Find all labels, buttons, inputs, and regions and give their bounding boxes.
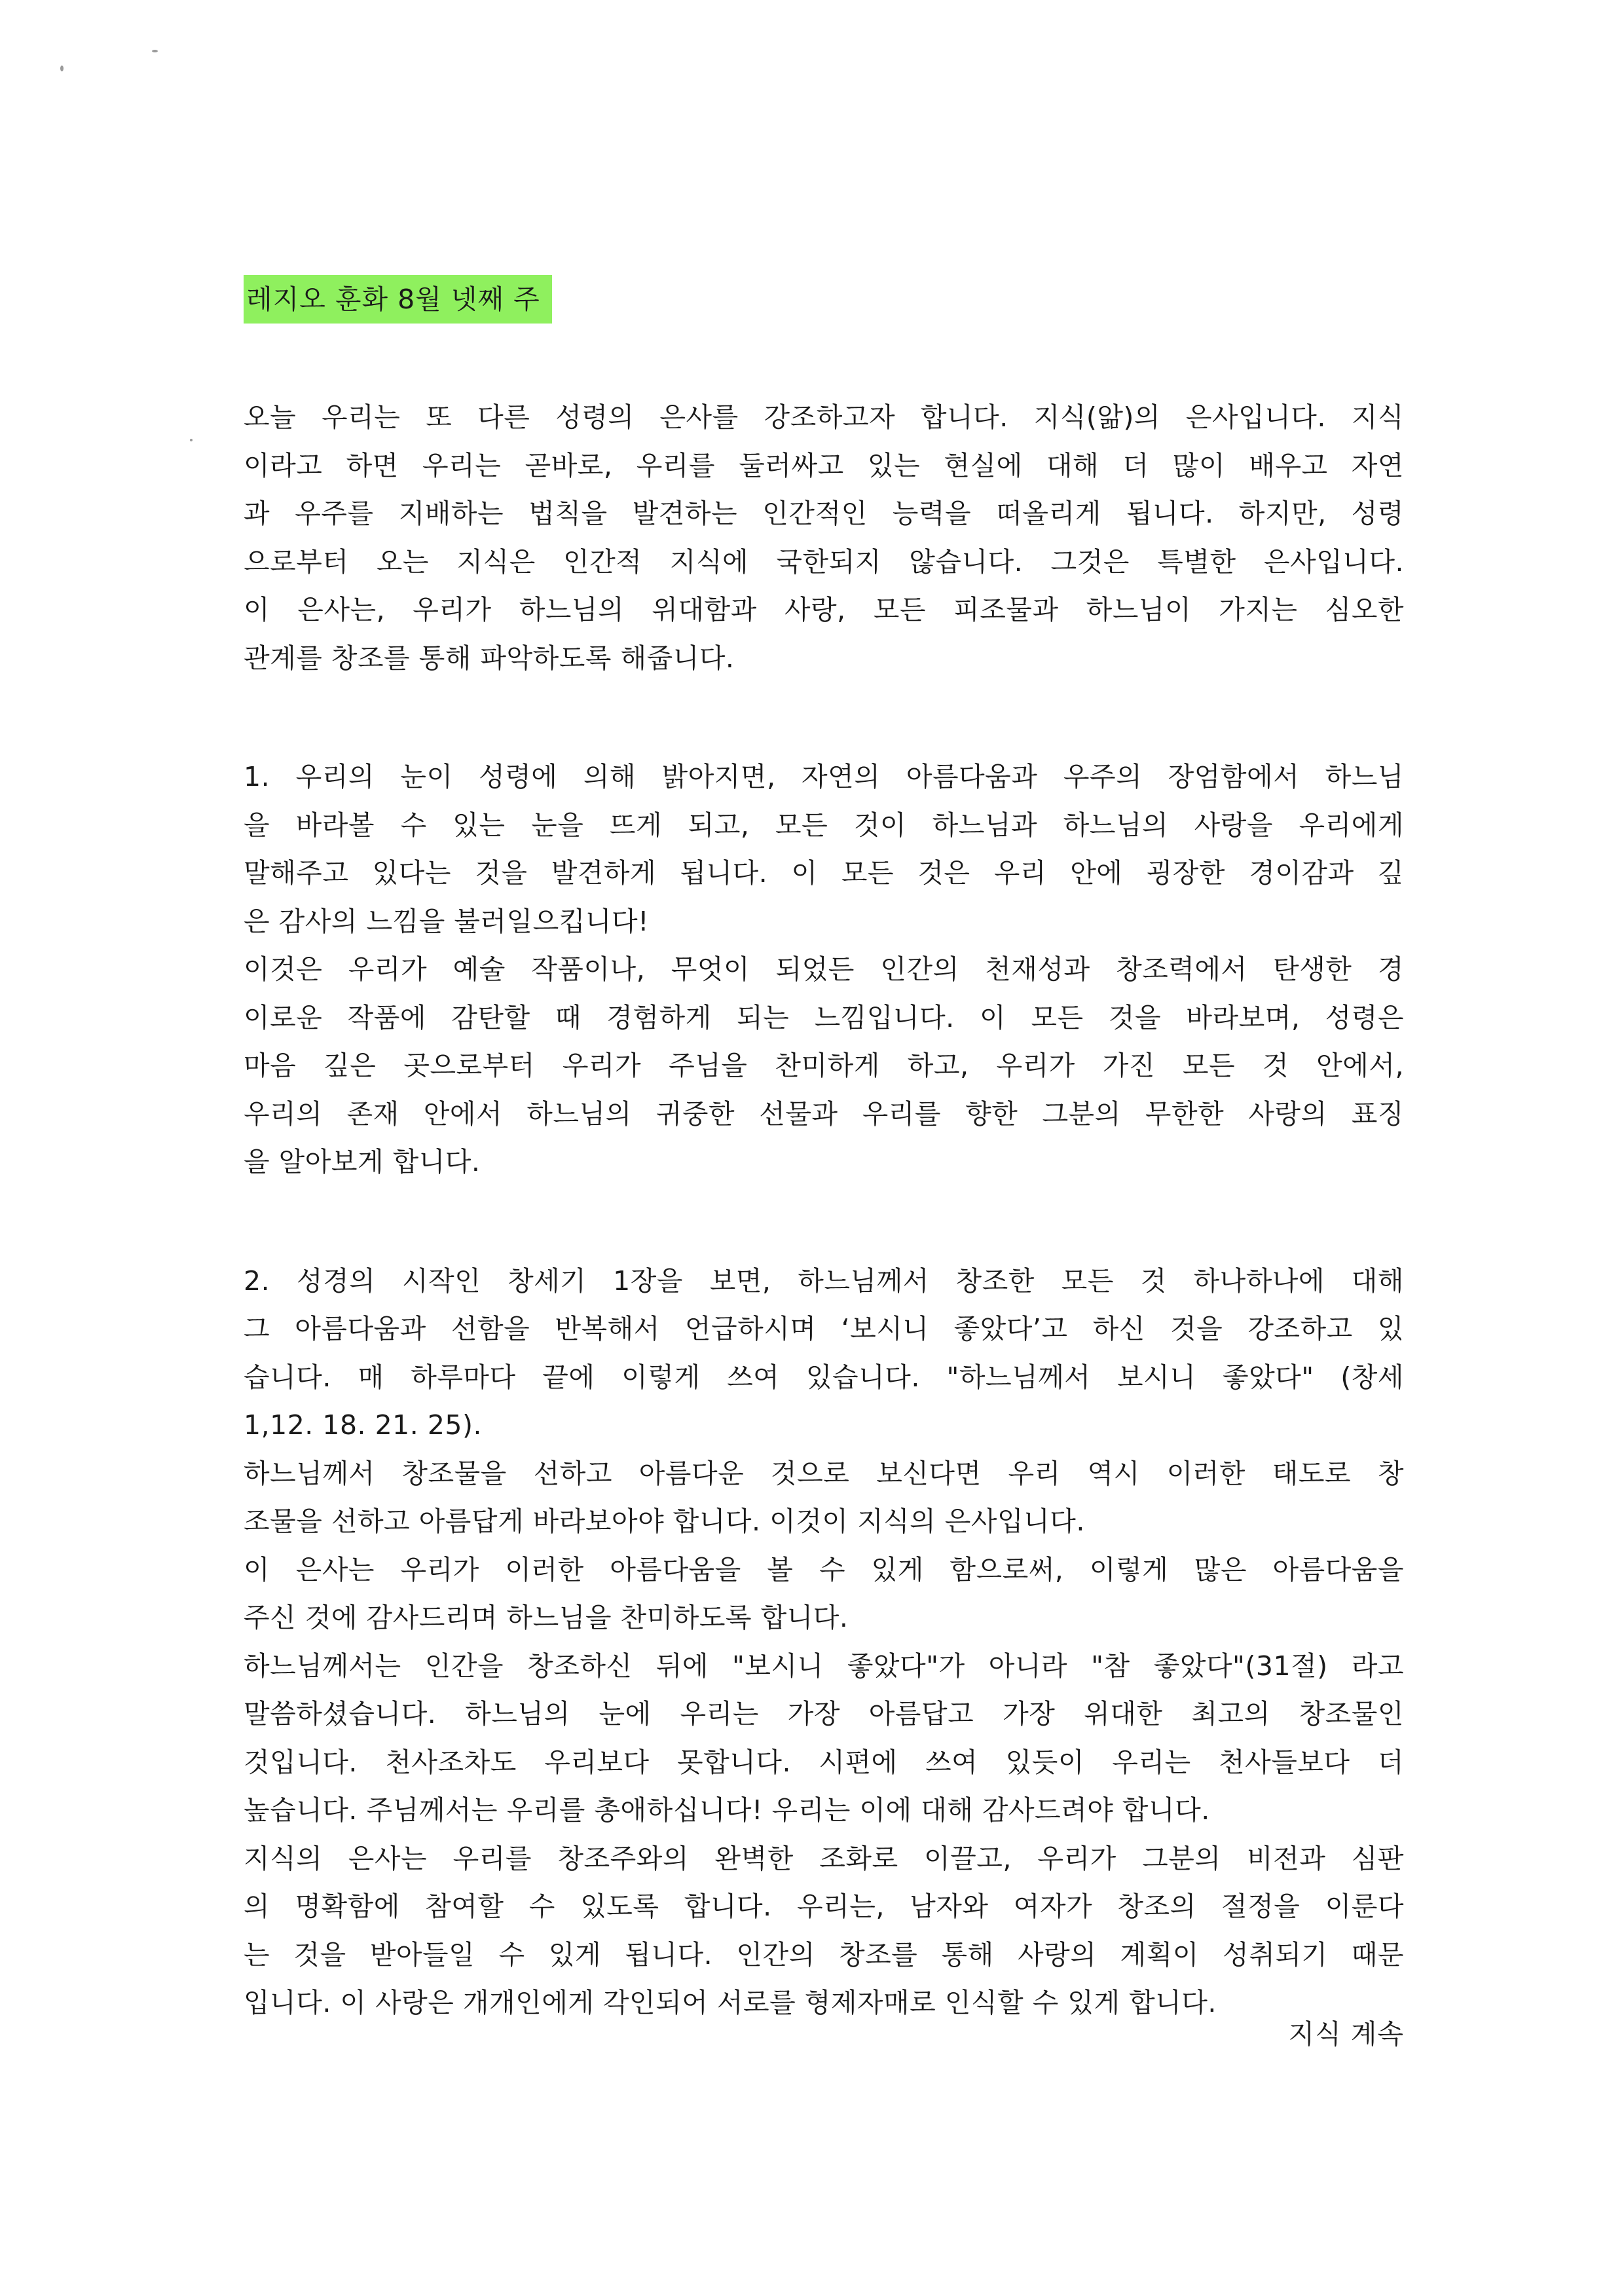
text-line: 습니다. 매 하루마다 끝에 이렇게 쓰여 있습니다. "하느님께서 보시니 좋았다" (창세	[244, 1361, 1404, 1393]
text-line: 입니다. 이 사랑은 개개인에게 각인되어 서로를 형제자매로 인식할 수 있게 합니다.	[244, 1987, 1217, 2018]
text-line: 는 것을 받아들일 수 있게 됩니다. 인간의 창조를 통해 사랑의 계획이 성취되기 때문	[244, 1938, 1404, 1971]
paragraph-point-2	[244, 1257, 1404, 2028]
text-line: 2. 성경의 시작인 창세기 1장을 보면, 하느님께서 창조한 모든 것 하나하나에 대해	[244, 1265, 1404, 1297]
text-line: 이 은사는, 우리가 하느님의 위대함과 사랑, 모든 피조물과 하느님이 가지는 심오한	[244, 594, 1404, 625]
text-line: 말씀하셨습니다. 하느님의 눈에 우리는 가장 아름답고 가장 위대한 최고의 창조물인	[244, 1698, 1404, 1730]
text-line: 높습니다. 주님께서는 우리를 총애하십니다! 우리는 이에 대해 감사드려야 합니다.	[244, 1794, 1210, 1826]
text-line: 으로부터 오는 지식은 인간적 지식에 국한되지 않습니다. 그것은 특별한 은사입니다.	[244, 546, 1404, 578]
text-line: 오늘 우리는 또 다른 성령의 은사를 강조하고자 합니다. 지식(앎)의 은사입니다. 지식	[244, 401, 1404, 433]
page-title: 레지오 훈화 8월 넷째 주	[244, 275, 552, 324]
text-line: 그 아름다움과 선함을 반복해서 언급하시며 ‘보시니 좋았다’고 하신 것을 강조하고 있	[244, 1313, 1404, 1344]
text-line: 이 은사는 우리가 이러한 아름다움을 볼 수 있게 함으로써, 이렇게 많은 아름다움을	[244, 1553, 1404, 1585]
text-line: 말해주고 있다는 것을 발견하게 됩니다. 이 모든 것은 우리 안에 굉장한 경이감과 깊	[244, 857, 1404, 889]
text-line: 1,12. 18. 21. 25).	[244, 1409, 483, 1441]
text-line: 우리의 존재 안에서 하느님의 귀중한 선물과 우리를 향한 그분의 무한한 사랑의 표징	[244, 1098, 1404, 1130]
text-line: 하느님께서 창조물을 선하고 아름다운 것으로 보신다면 우리 역시 이러한 태도로 창	[244, 1457, 1404, 1489]
text-line: 관계를 창조를 통해 파악하도록 해줍니다.	[244, 642, 735, 674]
text-line: 것입니다. 천사조차도 우리보다 못합니다. 시편에 쓰여 있듯이 우리는 천사들보다 더	[244, 1746, 1404, 1778]
text-line: 이것은 우리가 예술 작품이나, 무엇이 되었든 인간의 천재성과 창조력에서 탄생한 경	[244, 954, 1404, 985]
paragraph-intro	[244, 394, 1404, 682]
scan-speck	[152, 50, 158, 52]
closing-note: 지식 계속	[1288, 2018, 1404, 2050]
scan-speck	[60, 65, 64, 71]
text-line: 의 명확함에 참여할 수 있도록 합니다. 우리는, 남자와 여자가 창조의 절정을 이룬다	[244, 1891, 1404, 1922]
text-line: 과 우주를 지배하는 법칙을 발견하는 인간적인 능력을 떠올리게 됩니다. 하지만, 성령	[244, 498, 1404, 529]
paragraph-point-1	[244, 753, 1404, 1187]
text-line: 이로운 작품에 감탄할 때 경험하게 되는 느낌입니다. 이 모든 것을 바라보며, 성령은	[244, 1001, 1404, 1033]
text-line: 을 바라볼 수 있는 눈을 뜨게 되고, 모든 것이 하느님과 하느님의 사랑을 우리에게	[244, 809, 1404, 841]
text-line: 1. 우리의 눈이 성령에 의해 밝아지면, 자연의 아름다움과 우주의 장엄함에서 하느님	[244, 761, 1404, 792]
text-line: 지식의 은사는 우리를 창조주와의 완벽한 조화로 이끌고, 우리가 그분의 비전과 심판	[244, 1842, 1404, 1874]
text-line: 마음 깊은 곳으로부터 우리가 주님을 찬미하게 하고, 우리가 가진 모든 것 안에서,	[244, 1050, 1404, 1081]
document-page	[244, 275, 1404, 2098]
text-line: 을 알아보게 합니다.	[244, 1146, 481, 1177]
text-line: 하느님께서는 인간을 창조하신 뒤에 "보시니 좋았다"가 아니라 "참 좋았다"(31절) 라고	[244, 1650, 1404, 1682]
title-row	[244, 275, 1404, 325]
text-line: 이라고 하면 우리는 곧바로, 우리를 둘러싸고 있는 현실에 대해 더 많이 배우고 자연	[244, 449, 1404, 481]
text-line: 주신 것에 감사드리며 하느님을 찬미하도록 합니다.	[244, 1602, 849, 1633]
text-line: 조물을 선하고 아름답게 바라보아야 합니다. 이것이 지식의 은사입니다.	[244, 1506, 1085, 1537]
scan-speck	[190, 439, 193, 441]
text-line: 은 감사의 느낌을 불러일으킵니다!	[244, 905, 650, 937]
